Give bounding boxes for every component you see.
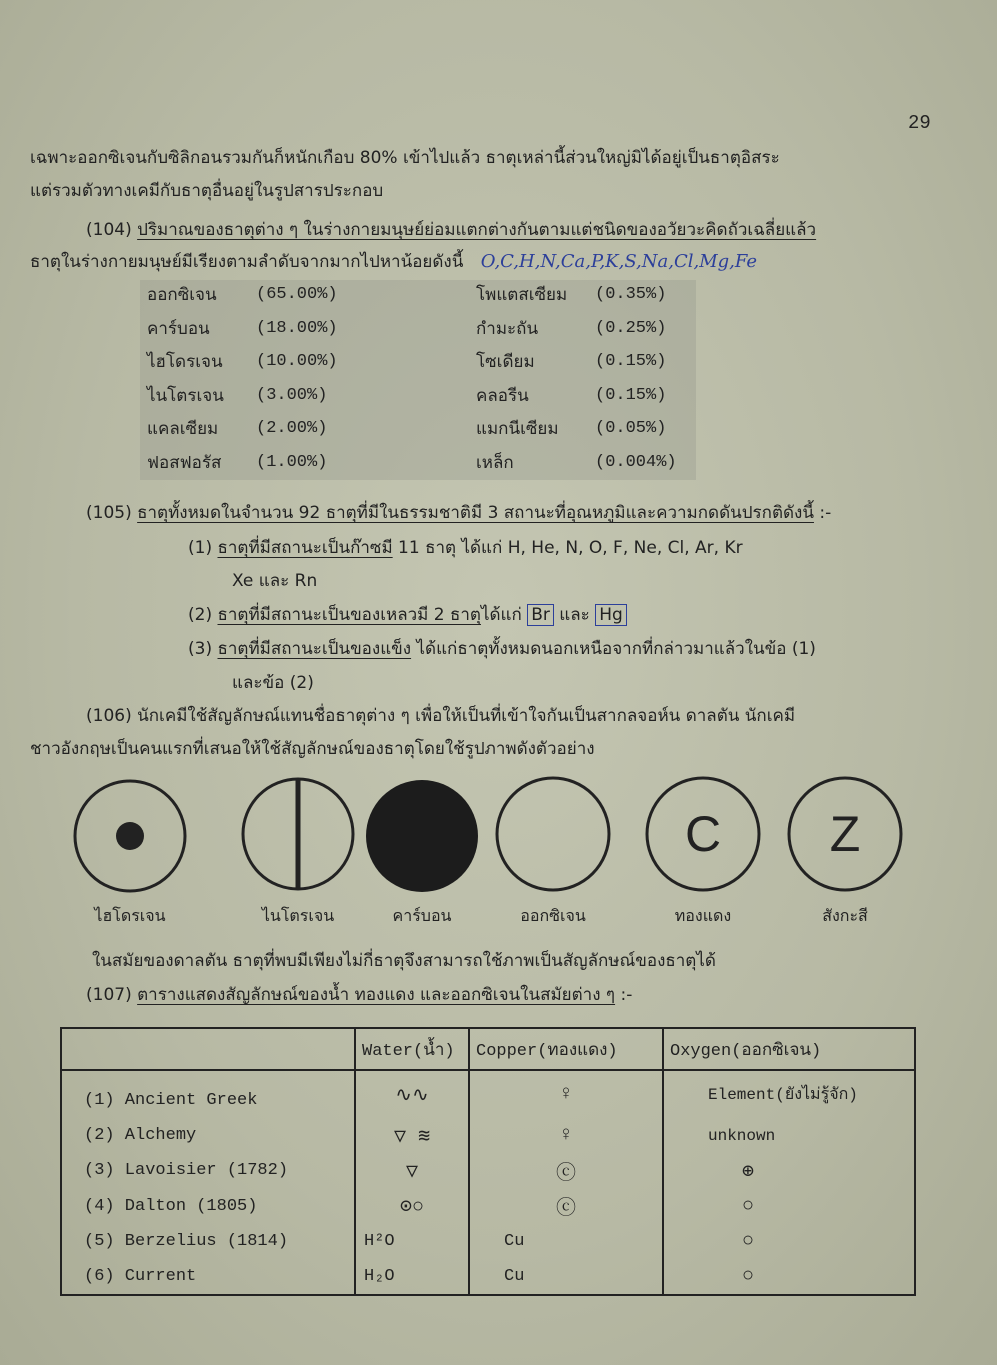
oxygen-symbol: unknown xyxy=(663,1118,915,1153)
section-number: (106) xyxy=(86,706,132,726)
element-percentage: (3.00%) xyxy=(256,385,328,405)
table-row xyxy=(61,1070,915,1118)
element-percentage: (1.00%) xyxy=(256,453,328,472)
element-name: โพแตสเซียม xyxy=(476,285,568,305)
symbol-letter: Z xyxy=(829,806,861,862)
table-row xyxy=(61,1189,915,1224)
element-name: คาร์บอน xyxy=(147,318,210,339)
element-name: คลอรีน xyxy=(476,385,529,406)
intro-line-1: เฉพาะออกซิเจนกับซิลิกอนรวมกันก็หนักเกือบ 80% เข้าไปแล้ว ธาตุเหล่านี้ส่วนใหญ่มิได้อยู่เป็นธาตุอิสระ xyxy=(30,148,780,168)
element-percentage: (10.00%) xyxy=(256,352,338,372)
dalton-note: ในสมัยของดาลตัน ธาตุที่พบมีเพียงไม่กี่ธาตุจึงสามารถใช้ภาพเป็นสัญลักษณ์ของธาตุได้ xyxy=(92,951,716,971)
item-text: และ xyxy=(559,605,590,625)
table-row xyxy=(61,1118,915,1153)
column-header: Copper(ทองแดง) xyxy=(469,1028,663,1070)
water-symbol: H₂O xyxy=(355,1259,469,1295)
handwritten-note: O,C,H,N,Ca,P,K,S,Na,Cl,Mg,Fe xyxy=(480,251,758,272)
element-percentage: (0.35%) xyxy=(595,285,667,304)
hydrogen-symbol xyxy=(75,781,185,891)
oxygen-symbol: ○ xyxy=(663,1259,915,1295)
body-text: นักเคมีใช้สัญลักษณ์แทนชื่อธาตุต่าง ๆ เพื่อให้เป็นที่เข้าใจกันเป็นสากลจอห์น ดาลตัน นักเคมี xyxy=(137,706,796,726)
era-cell: (3) Lavoisier (1782) xyxy=(61,1153,355,1188)
section-106-line-2: ชาวอังกฤษเป็นคนแรกที่เสนอให้ใช้สัญลักษณ์ของธาตุโดยใช้รูปภาพดังตัวอย่าง xyxy=(30,739,595,759)
oxygen-symbol: ○ xyxy=(663,1224,915,1259)
element-name: ไฮโดรเจน xyxy=(147,352,223,373)
element-name: ฟอสฟอรัส xyxy=(147,453,222,473)
item-number: (2) xyxy=(188,605,213,625)
element-percentage: (0.004%) xyxy=(595,453,677,472)
element-percentage: (18.00%) xyxy=(256,318,338,338)
element-name: ไนโตรเจน xyxy=(147,385,224,406)
element-name: กำมะถัน xyxy=(476,318,539,339)
item-text: 11 ธาตุ ได้แก่ H, He, N, O, F, Ne, Cl, Ar, Kr xyxy=(392,538,743,558)
era-cell: (5) Berzelius (1814) xyxy=(61,1224,355,1259)
oxygen-symbol: ○ xyxy=(663,1189,915,1224)
copper-symbol: Cu xyxy=(469,1224,663,1259)
water-symbol: ∿∿ xyxy=(355,1070,469,1118)
symbols-table xyxy=(60,1027,916,1296)
column-header xyxy=(61,1028,355,1070)
element-name: ออกซิเจน xyxy=(147,285,217,305)
section-title: ตารางแสดงสัญลักษณ์ของน้ำ ทองแดง และออกซิเจนในสมัยต่าง ๆ xyxy=(137,985,616,1005)
body-text: ธาตุในร่างกายมนุษย์มีเรียงตามลำดับจากมากไปหาน้อยดังนี้ xyxy=(30,252,464,272)
era-cell: (4) Dalton (1805) xyxy=(61,1189,355,1224)
table-row xyxy=(61,1259,915,1295)
element-percentage: (0.15%) xyxy=(595,352,667,372)
symbol-label: ทองแดง xyxy=(674,906,732,925)
element-name: เหล็ก xyxy=(476,453,514,473)
symbol-letter: C xyxy=(684,806,722,862)
section-107-heading xyxy=(86,984,632,1006)
table-row xyxy=(61,1224,915,1259)
water-symbol: H²O xyxy=(355,1224,469,1259)
table-row xyxy=(61,1153,915,1188)
item-gases-line-2: Xe และ Rn xyxy=(232,571,318,591)
oxygen-symbol: Element(ยังไม่รู้จัก) xyxy=(663,1070,915,1118)
symbol-label: ออกซิเจน xyxy=(520,906,586,925)
oxygen-symbol xyxy=(497,778,609,890)
section-number: (104) xyxy=(86,220,132,240)
item-text: ได้แก่ xyxy=(480,605,522,625)
boxed-element: Br xyxy=(527,604,554,626)
section-title: ปริมาณของธาตุต่าง ๆ ในร่างกายมนุษย์ย่อมแตกต่างกันตามแต่ชนิดของอวัยวะคิดถัวเฉลี่ยแล้ว xyxy=(137,220,817,240)
element-percentage: (0.15%) xyxy=(595,385,667,405)
item-text: ได้แก่ธาตุทั้งหมดนอกเหนือจากที่กล่าวมาแล้วในข้อ (1) xyxy=(411,639,816,659)
nitrogen-symbol xyxy=(243,779,353,889)
item-solids-line-2: และข้อ (2) xyxy=(232,673,314,693)
copper-symbol: ⓒ xyxy=(469,1189,663,1224)
element-percentage: (0.05%) xyxy=(595,419,667,439)
element-percentage: (2.00%) xyxy=(256,419,328,439)
element-percentage: (65.00%) xyxy=(256,285,338,304)
section-tail: :- xyxy=(620,985,633,1005)
element-percentage: (0.25%) xyxy=(595,318,667,338)
section-number: (107) xyxy=(86,985,132,1005)
column-header: Water(น้ำ) xyxy=(355,1028,469,1070)
oxygen-symbol: ⊕ xyxy=(663,1153,915,1188)
item-title: ธาตุที่มีสถานะเป็นของแข็ง xyxy=(217,639,412,659)
section-number: (105) xyxy=(86,503,132,523)
symbol-label: คาร์บอน xyxy=(392,906,452,925)
page-number: 29 xyxy=(908,112,931,134)
section-tail: :- xyxy=(819,503,832,523)
copper-symbol: ♀ xyxy=(469,1070,663,1118)
boxed-element: Hg xyxy=(595,604,627,626)
item-number: (1) xyxy=(188,538,213,558)
era-cell: (6) Current xyxy=(61,1259,355,1295)
column-header: Oxygen(ออกซิเจน) xyxy=(663,1028,915,1070)
water-symbol: ⊙○ xyxy=(355,1189,469,1224)
symbol-label: ไฮโดรเจน xyxy=(94,906,166,925)
section-title: ธาตุทั้งหมดในจำนวน 92 ธาตุที่มีในธรรมชาติมี 3 สถานะที่อุณหภูมิและความกดดันปรกติดังนี้ xyxy=(137,503,814,523)
element-name: แมกนีเซียม xyxy=(476,419,559,440)
table-header-row xyxy=(61,1028,915,1070)
copper-symbol: ⓒ xyxy=(469,1153,663,1188)
era-cell: (2) Alchemy xyxy=(61,1118,355,1153)
item-title: ธาตุที่มีสถานะเป็นของเหลวมี 2 ธาตุ xyxy=(217,605,481,625)
symbol-label: ไนโตรเจน xyxy=(261,906,335,925)
copper-symbol: ♀ xyxy=(469,1118,663,1153)
intro-line-2: แต่รวมตัวทางเคมีกับธาตุอื่นอยู่ในรูปสารประกอบ xyxy=(30,181,384,201)
element-name: โซเดียม xyxy=(476,352,535,373)
item-title: ธาตุที่มีสถานะเป็นก๊าซมี xyxy=(217,538,393,558)
water-symbol: ▽ ≋ xyxy=(355,1118,469,1153)
era-cell: (1) Ancient Greek xyxy=(61,1070,355,1118)
copper-symbol: Cu xyxy=(469,1259,663,1295)
item-number: (3) xyxy=(188,639,213,659)
water-symbol: ▽ xyxy=(355,1153,469,1188)
carbon-symbol xyxy=(366,780,478,892)
symbol-label: สังกะสี xyxy=(822,906,868,925)
element-name: แคลเซียม xyxy=(147,419,219,440)
